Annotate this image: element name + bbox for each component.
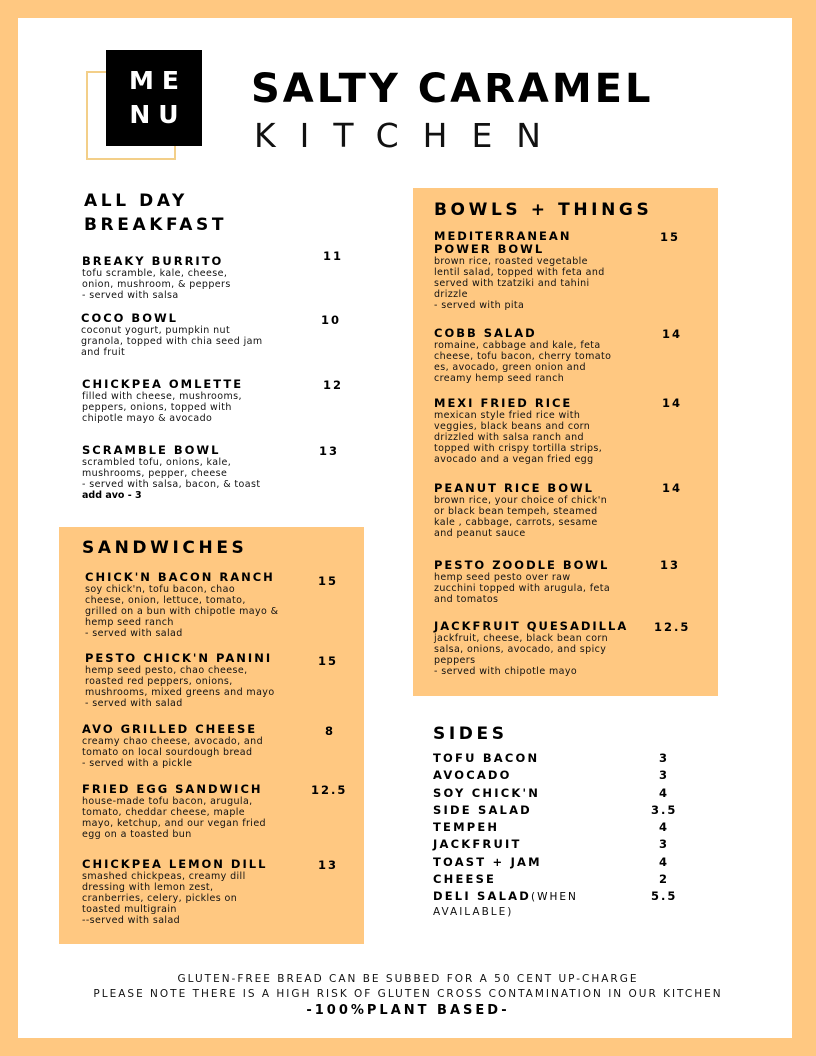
description-line: filled with cheese, mushrooms, bbox=[82, 391, 242, 402]
side-name: AVOCADO bbox=[433, 768, 512, 782]
menu-item bbox=[434, 559, 610, 605]
side-item bbox=[433, 889, 693, 906]
breakfast-heading-line2: BREAKFAST bbox=[84, 215, 228, 235]
restaurant-name: SALTY CARAMEL bbox=[251, 66, 654, 112]
description-line: granola, topped with chia seed jam bbox=[81, 336, 263, 347]
item-name: JACKFRUIT QUESADILLA bbox=[434, 619, 629, 633]
side-name: TOFU BACON bbox=[433, 751, 540, 765]
item-price: 15 bbox=[660, 230, 681, 244]
description-line: brown rice, your choice of chick'n bbox=[434, 495, 608, 506]
side-item bbox=[433, 768, 693, 785]
menu-item bbox=[82, 255, 231, 301]
item-price: 10 bbox=[321, 313, 342, 327]
item-price: 14 bbox=[662, 481, 683, 495]
description-line: salsa, onions, avocado, and spicy bbox=[434, 644, 607, 655]
description-line: cheese, onion, lettuce, tomato, bbox=[85, 595, 246, 606]
logo-text-line2: NU bbox=[129, 100, 187, 129]
item-price: 12.5 bbox=[654, 620, 691, 634]
description-line: creamy chao cheese, avocado, and bbox=[82, 736, 264, 747]
description-line: hemp seed pesto, chao cheese, bbox=[85, 665, 248, 676]
description-line: zucchini topped with arugula, feta bbox=[434, 583, 611, 594]
side-price: 3 bbox=[659, 837, 670, 851]
side-name: SIDE SALAD bbox=[433, 803, 532, 817]
breakfast-heading bbox=[84, 189, 227, 237]
item-price: 13 bbox=[319, 444, 340, 458]
description-line: tofu scramble, kale, cheese, bbox=[82, 268, 228, 279]
side-item bbox=[433, 820, 693, 837]
description-line: coconut yogurt, pumpkin nut bbox=[81, 325, 231, 336]
item-name: CHICKPEA LEMON DILL bbox=[82, 857, 268, 871]
side-price: 4 bbox=[659, 855, 670, 869]
description-line: hemp seed pesto over raw bbox=[434, 572, 571, 583]
item-name: COCO BOWL bbox=[81, 311, 178, 325]
breakfast-heading-line1: ALL DAY bbox=[84, 191, 188, 211]
item-description bbox=[434, 572, 610, 605]
item-description bbox=[82, 457, 260, 490]
menu-item bbox=[82, 378, 243, 424]
description-line: toasted multigrain bbox=[82, 904, 177, 915]
item-name: PEANUT RICE BOWL bbox=[434, 481, 594, 495]
description-line: romaine, cabbage and kale, feta bbox=[434, 340, 601, 351]
side-availability-note-cont: AVAILABLE) bbox=[433, 906, 514, 918]
item-price: 8 bbox=[325, 724, 336, 738]
description-line: soy chick'n, tofu bacon, chao bbox=[85, 584, 236, 595]
item-description bbox=[434, 495, 607, 539]
item-price: 14 bbox=[662, 396, 683, 410]
menu-item bbox=[82, 723, 263, 769]
side-item bbox=[433, 786, 693, 803]
side-price: 4 bbox=[659, 820, 670, 834]
item-name: BREAKY BURRITO bbox=[82, 254, 224, 268]
side-name: TOAST + JAM bbox=[433, 855, 542, 869]
item-price: 13 bbox=[318, 858, 339, 872]
description-line: house-made tofu bacon, arugula, bbox=[82, 796, 253, 807]
description-line: onion, mushroom, & peppers bbox=[82, 279, 231, 290]
description-line: brown rice, roasted vegetable bbox=[434, 256, 588, 267]
side-price: 3 bbox=[659, 768, 670, 782]
description-line: or black bean tempeh, steamed bbox=[434, 506, 598, 517]
item-name: CHICK'N BACON RANCH bbox=[85, 570, 275, 584]
description-line: hemp seed ranch bbox=[85, 617, 174, 628]
item-price: 15 bbox=[318, 654, 339, 668]
menu-item bbox=[434, 482, 607, 539]
item-name: PESTO ZOODLE BOWL bbox=[434, 558, 610, 572]
description-line: mayo, ketchup, and our vegan fried bbox=[82, 818, 266, 829]
item-name: AVO GRILLED CHEESE bbox=[82, 722, 258, 736]
description-line: veggies, black beans and corn bbox=[434, 421, 591, 432]
side-item bbox=[433, 803, 693, 820]
side-name: CHEESE bbox=[433, 872, 497, 886]
menu-item bbox=[82, 858, 267, 926]
item-description bbox=[81, 325, 263, 358]
description-line: es, avocado, green onion and bbox=[434, 362, 586, 373]
description-line: peppers bbox=[434, 655, 476, 666]
side-name: SOY CHICK'N bbox=[433, 786, 541, 800]
footer-gluten-note: GLUTEN-FREE BREAD CAN BE SUBBED FOR A 50 CENT UP-CHARGE bbox=[177, 973, 639, 985]
side-name bbox=[433, 889, 578, 903]
item-name-line1: MEDITERRANEAN bbox=[434, 229, 572, 243]
item-description bbox=[85, 665, 275, 709]
side-item bbox=[433, 855, 693, 872]
item-addon: add avo - 3 bbox=[82, 490, 142, 501]
menu-logo bbox=[106, 50, 202, 146]
sides-heading: SIDES bbox=[433, 724, 508, 744]
description-line: avocado and a vegan fried egg bbox=[434, 454, 594, 465]
item-name: CHICKPEA OMLETTE bbox=[82, 377, 244, 391]
side-item bbox=[433, 751, 693, 768]
item-description bbox=[434, 256, 605, 311]
side-item bbox=[433, 837, 693, 854]
description-line: topped with crispy tortilla strips, bbox=[434, 443, 603, 454]
side-price: 5.5 bbox=[651, 889, 678, 903]
item-price: 12 bbox=[323, 378, 344, 392]
item-price: 14 bbox=[662, 327, 683, 341]
description-line: and peanut sauce bbox=[434, 528, 526, 539]
side-item bbox=[433, 872, 693, 889]
item-description bbox=[82, 268, 231, 301]
description-line: roasted red peppers, onions, bbox=[85, 676, 233, 687]
item-description bbox=[434, 633, 628, 677]
item-name: MEXI FRIED RICE bbox=[434, 396, 573, 410]
description-line: mexican style fried rice with bbox=[434, 410, 581, 421]
menu-item bbox=[434, 620, 628, 677]
item-price: 11 bbox=[323, 249, 344, 263]
side-name: TEMPEH bbox=[433, 820, 500, 834]
description-line: scrambled tofu, onions, kale, bbox=[82, 457, 232, 468]
description-line: jackfruit, cheese, black bean corn bbox=[434, 633, 608, 644]
footer-plant-based: -100%PLANT BASED- bbox=[306, 1003, 510, 1018]
bowls-heading: BOWLS + THINGS bbox=[434, 200, 653, 220]
item-name: COBB SALAD bbox=[434, 326, 537, 340]
description-line: cranberries, celery, pickles on bbox=[82, 893, 238, 904]
item-description bbox=[434, 410, 602, 465]
item-price: 12.5 bbox=[311, 783, 348, 797]
description-line: - served with pita bbox=[434, 300, 525, 311]
side-price: 4 bbox=[659, 786, 670, 800]
item-description bbox=[434, 340, 611, 384]
side-price: 3.5 bbox=[651, 803, 678, 817]
description-line: grilled on a bun with chipotle mayo & bbox=[85, 606, 279, 617]
menu-item bbox=[85, 652, 275, 709]
description-line: - served with salsa, bacon, & toast bbox=[82, 479, 261, 490]
description-line: creamy hemp seed ranch bbox=[434, 373, 565, 384]
item-price: 15 bbox=[318, 574, 339, 588]
description-line: - served with a pickle bbox=[82, 758, 193, 769]
item-description bbox=[82, 391, 243, 424]
description-line: --served with salad bbox=[82, 915, 181, 926]
description-line: dressing with lemon zest, bbox=[82, 882, 214, 893]
description-line: peppers, onions, topped with bbox=[82, 402, 232, 413]
side-name-text: DELI SALAD bbox=[433, 889, 531, 903]
menu-item bbox=[82, 783, 266, 840]
description-line: drizzle bbox=[434, 289, 468, 300]
footer-contamination-note: PLEASE NOTE THERE IS A HIGH RISK OF GLUTEN CROSS CONTAMINATION IN OUR KITCHEN bbox=[93, 988, 723, 1000]
description-line: and fruit bbox=[81, 347, 126, 358]
description-line: drizzled with salsa ranch and bbox=[434, 432, 584, 443]
menu-item bbox=[434, 327, 611, 384]
menu-item bbox=[82, 444, 260, 501]
description-line: and tomatos bbox=[434, 594, 499, 605]
description-line: smashed chickpeas, creamy dill bbox=[82, 871, 246, 882]
item-name: FRIED EGG SANDWICH bbox=[82, 782, 263, 796]
item-name-line2: POWER BOWL bbox=[434, 242, 545, 256]
description-line: tomato, cheddar cheese, maple bbox=[82, 807, 246, 818]
description-line: - served with salad bbox=[85, 698, 183, 709]
item-description bbox=[82, 796, 266, 840]
item-price: 13 bbox=[660, 558, 681, 572]
description-line: tomato on local sourdough bread bbox=[82, 747, 253, 758]
side-price: 3 bbox=[659, 751, 670, 765]
description-line: cheese, tofu bacon, cherry tomato bbox=[434, 351, 612, 362]
menu-item bbox=[81, 312, 263, 358]
menu-item bbox=[434, 397, 602, 465]
description-line: served with tzatziki and tahini bbox=[434, 278, 590, 289]
logo-text-line1: ME bbox=[129, 66, 187, 95]
menu-item bbox=[434, 230, 605, 311]
item-description bbox=[82, 871, 267, 926]
restaurant-subtitle: KITCHEN bbox=[254, 116, 565, 155]
description-line: - served with chipotle mayo bbox=[434, 666, 578, 677]
description-line: egg on a toasted bun bbox=[82, 829, 192, 840]
item-name: PESTO CHICK'N PANINI bbox=[85, 651, 273, 665]
description-line: - served with salad bbox=[85, 628, 183, 639]
description-line: mushrooms, mixed greens and mayo bbox=[85, 687, 275, 698]
description-line: lentil salad, topped with feta and bbox=[434, 267, 605, 278]
side-availability-note: (WHEN bbox=[530, 891, 578, 903]
item-description bbox=[85, 584, 278, 639]
side-price: 2 bbox=[659, 872, 670, 886]
description-line: mushrooms, pepper, cheese bbox=[82, 468, 228, 479]
description-line: - served with salsa bbox=[82, 290, 179, 301]
description-line: chipotle mayo & avocado bbox=[82, 413, 213, 424]
item-name: SCRAMBLE BOWL bbox=[82, 443, 221, 457]
sandwiches-heading: SANDWICHES bbox=[82, 538, 248, 558]
menu-item bbox=[85, 571, 278, 639]
description-line: kale , cabbage, carrots, sesame bbox=[434, 517, 598, 528]
item-description bbox=[82, 736, 263, 769]
side-name: JACKFRUIT bbox=[433, 837, 522, 851]
